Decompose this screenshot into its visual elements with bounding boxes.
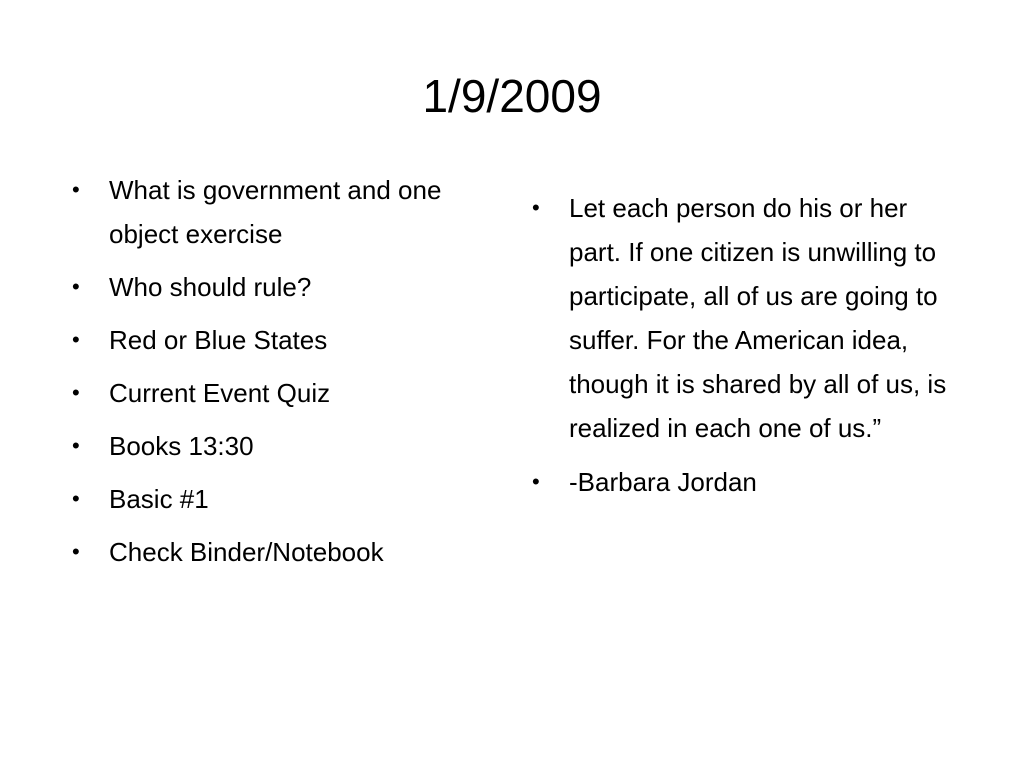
list-item-text: Books 13:30	[109, 431, 254, 461]
quote-attribution-item	[532, 460, 962, 504]
list-item	[72, 318, 487, 362]
list-item	[72, 477, 487, 521]
list-item-text: Basic #1	[109, 484, 209, 514]
bullet-icon: •	[72, 327, 80, 352]
list-item-text: Who should rule?	[109, 272, 312, 302]
list-item-text: Check Binder/Notebook	[109, 537, 384, 567]
bullet-icon: •	[72, 486, 80, 511]
slide-title: 1/9/2009	[422, 70, 602, 122]
list-item-text: Current Event Quiz	[109, 378, 331, 408]
bullet-icon: •	[72, 539, 80, 564]
list-item-text: Red or Blue States	[109, 325, 328, 355]
list-item	[72, 371, 487, 415]
list-item	[72, 265, 487, 309]
right-column	[532, 186, 962, 514]
list-item	[72, 168, 487, 256]
left-column	[72, 168, 487, 583]
bullet-icon: •	[72, 274, 80, 299]
bullet-icon: •	[72, 433, 80, 458]
list-item	[72, 530, 487, 574]
bullet-icon: •	[72, 380, 80, 405]
bullet-icon: •	[532, 195, 540, 220]
quote-attribution: -Barbara Jordan	[569, 467, 757, 497]
bullet-icon: •	[532, 469, 540, 494]
quote-item	[532, 186, 962, 450]
list-item-text: What is government and one object exercise	[109, 175, 442, 249]
left-bullet-list	[72, 168, 487, 574]
quote-text: Let each person do his or her part. If one citizen is unwilling to participate, all of us are going to suffer. For the American idea, though it is shared by all of us, is realized in each one of us.”	[569, 193, 947, 443]
right-bullet-list	[532, 186, 962, 504]
list-item	[72, 424, 487, 468]
bullet-icon: •	[72, 177, 80, 202]
